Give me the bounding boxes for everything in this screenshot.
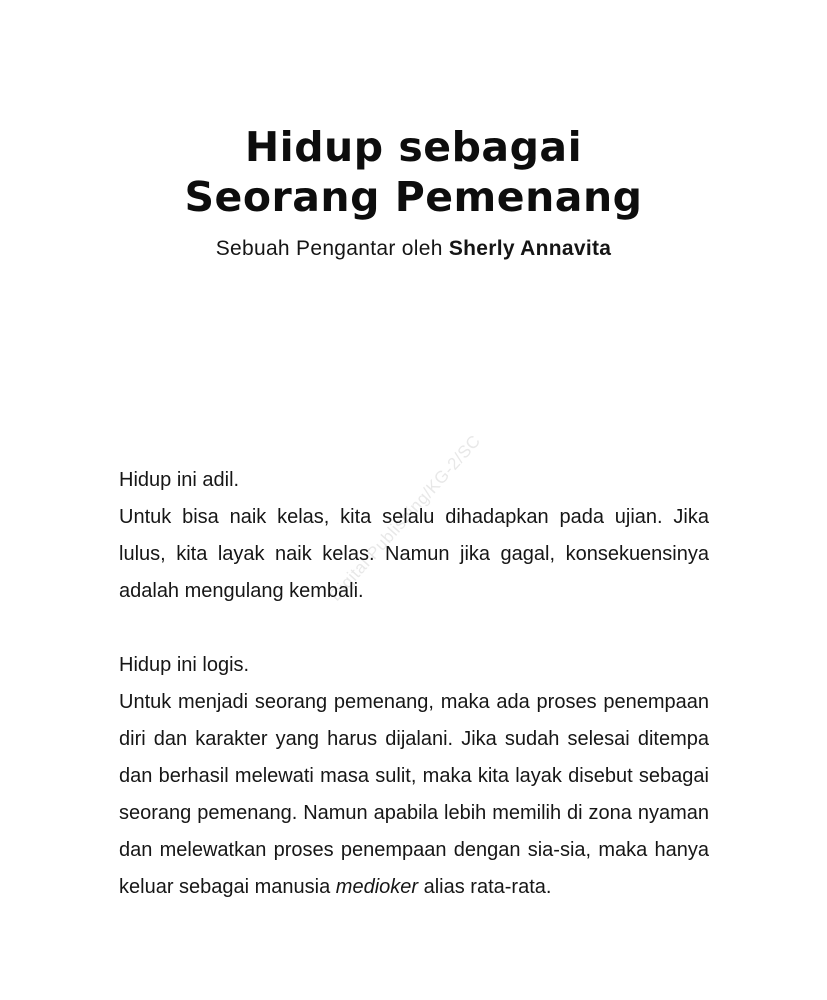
watermark: Digital Publishing/KG-2/SC: [325, 431, 485, 605]
chapter-header: [0, 122, 827, 262]
section-2-text-end: alias rata-rata.: [418, 876, 552, 898]
chapter-title-line-1: Hidup sebagai: [244, 123, 583, 171]
chapter-title-line-2: Seorang Pemenang: [184, 173, 643, 221]
author-name: Sherly Annavita: [448, 237, 612, 260]
body-text: [119, 462, 709, 906]
section-1-paragraph: Untuk bisa naik kelas, kita selalu dihadapkan pada ujian. Jika lulus, kita layak naik kelas. Namun jika gagal, konsekuensinya adalah mengulang kembali.: [119, 506, 709, 602]
section-2-paragraph: [119, 684, 709, 906]
italic-term: medioker: [335, 876, 419, 898]
paragraph-gap: [119, 610, 709, 647]
chapter-subtitle: [0, 236, 827, 262]
subtitle-prefix: Sebuah Pengantar oleh: [215, 237, 449, 260]
section-1-lead: Hidup ini adil.: [119, 469, 240, 491]
section-2-text-start: Untuk menjadi seorang pemenang, maka ada proses penempaan diri dan karakter yang harus dijalani. Jika sudah selesai ditempa dan berhasil melewati masa sulit, maka kita layak disebut sebagai seorang pemenang. Namun apabila lebih memilih di zona nyaman dan melewatkan proses penempaan dengan sia-sia, maka hanya keluar sebagai manusia: [119, 691, 709, 898]
section-2-lead: Hidup ini logis.: [119, 654, 250, 676]
